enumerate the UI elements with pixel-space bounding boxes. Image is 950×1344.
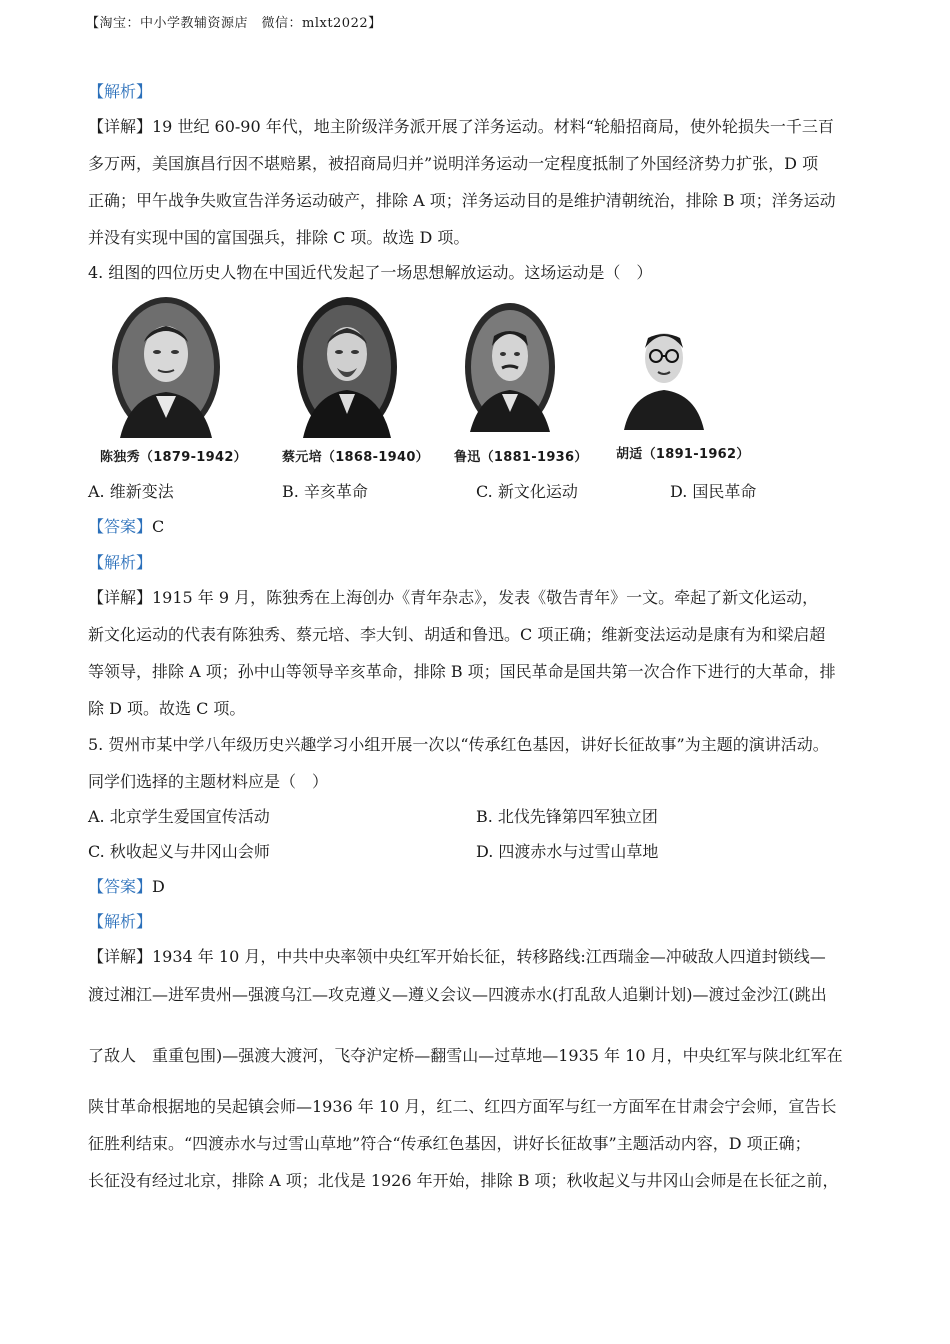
portrait-hu-shi <box>620 308 708 430</box>
portrait-caption: 陈独秀（1879-1942） <box>100 450 247 465</box>
q4-answer-value: C <box>152 517 165 536</box>
portrait-caption: 蔡元培（1868-1940） <box>282 450 429 465</box>
q5-detail-line: 长征没有经过北京，排除 A 项；北伐是 1926 年开始，排除 B 项；秋收起义与井冈山会师是在长征之前， <box>88 1171 839 1190</box>
q4-answer <box>88 517 878 537</box>
page-header: 【淘宝：中小学教辅资源店 微信：mlxt2022】 <box>86 16 382 31</box>
q5-option-c: C. 秋收起义与井冈山会师 <box>88 842 270 861</box>
q5-answer-label: 【答案】 <box>88 877 153 896</box>
q5-question-line: 5. 贺州市某中学八年级历史兴趣学习小组开展一次以“传承红色基因，讲好长征故事”为主题的演讲活动。 <box>88 735 829 754</box>
q5-option-a: A. 北京学生爱国宣传活动 <box>88 807 270 826</box>
q4-analysis-label: 【解析】 <box>88 553 153 572</box>
q4-detail-line: 新文化运动的代表有陈独秀、蔡元培、李大钊、胡适和鲁迅。C 项正确；维新变法运动是康有为和梁启超 <box>88 625 826 644</box>
q4-option-c: C. 新文化运动 <box>476 482 578 501</box>
q4-detail-line: 【详解】1915 年 9 月，陈独秀在上海创办《青年杂志》，发表《敬告青年》一文。牵起了新文化运动， <box>88 588 819 607</box>
q5-detail-line: 征胜利结束。“四渡赤水与过雪山草地”符合“传承红色基因，讲好长征故事”主题活动内容，D 项正确； <box>88 1134 811 1153</box>
q4-option-d: D. 国民革命 <box>670 482 757 501</box>
portrait-caption: 鲁迅（1881-1936） <box>454 450 588 465</box>
q3-detail-line: 正确；甲午战争失败宣告洋务运动破产，排除 A 项；洋务运动目的是维护清朝统治，排除 B 项；洋务运动 <box>88 191 836 210</box>
q5-detail-line: 【详解】1934 年 10 月，中共中央率领中央红军开始长征，转移路线:江西瑞金—冲破敌人四道封锁线— <box>88 947 826 966</box>
q3-detail-line: 【详解】19 世纪 60-90 年代，地主阶级洋务派开展了洋务运动。材料“轮船招商局，使外轮损失一千三百 <box>88 117 834 136</box>
q5-answer-value: D <box>152 877 165 896</box>
q3-analysis-label: 【解析】 <box>88 82 153 101</box>
portrait-chen-duxiu <box>110 296 222 438</box>
q5-detail-line: 渡过湘江—进军贵州—强渡乌江—攻克遵义—遵义会议—四渡赤水(打乱敌人追剿计划)—渡过金沙江(跳出 <box>88 985 827 1004</box>
q4-option-a: A. 维新变法 <box>88 482 174 501</box>
q4-detail-line: 等领导，排除 A 项；孙中山等领导辛亥革命，排除 B 项；国民革命是国共第一次合作下进行的大革命，排 <box>88 662 836 681</box>
q5-detail-line: 了敌人 重重包围)—强渡大渡河，飞夺沪定桥—翻雪山—过草地—1935 年 10 月，中央红军与陕北红军在 <box>88 1046 843 1065</box>
q4-detail-line: 除 D 项。故选 C 项。 <box>88 699 246 718</box>
q5-question-line: 同学们选择的主题材料应是（ ） <box>88 772 329 791</box>
portrait-lu-xun <box>464 302 556 432</box>
q3-detail-line: 多万两，美国旗昌行因不堪赔累，被招商局归并”说明洋务运动一定程度抵制了外国经济势力扩张，D 项 <box>88 154 819 173</box>
q4-option-b: B. 辛亥革命 <box>282 482 368 501</box>
q5-detail-line: 陕甘革命根据地的吴起镇会师—1936 年 10 月，红二、红四方面军与红一方面军在甘肃会宁会师，宣告长 <box>88 1097 837 1116</box>
q4-question: 4. 组图的四位历史人物在中国近代发起了一场思想解放运动。这场运动是（ ） <box>88 263 653 282</box>
q5-option-d: D. 四渡赤水与过雪山草地 <box>476 842 659 861</box>
q5-analysis-label: 【解析】 <box>88 912 153 931</box>
portrait-cai-yuanpei <box>295 296 399 438</box>
q5-option-b: B. 北伐先锋第四军独立团 <box>476 807 658 826</box>
q3-detail-line: 并没有实现中国的富国强兵，排除 C 项。故选 D 项。 <box>88 228 470 247</box>
portrait-caption: 胡适（1891-1962） <box>616 447 750 462</box>
q5-answer <box>88 877 878 897</box>
q4-answer-label: 【答案】 <box>88 517 153 536</box>
